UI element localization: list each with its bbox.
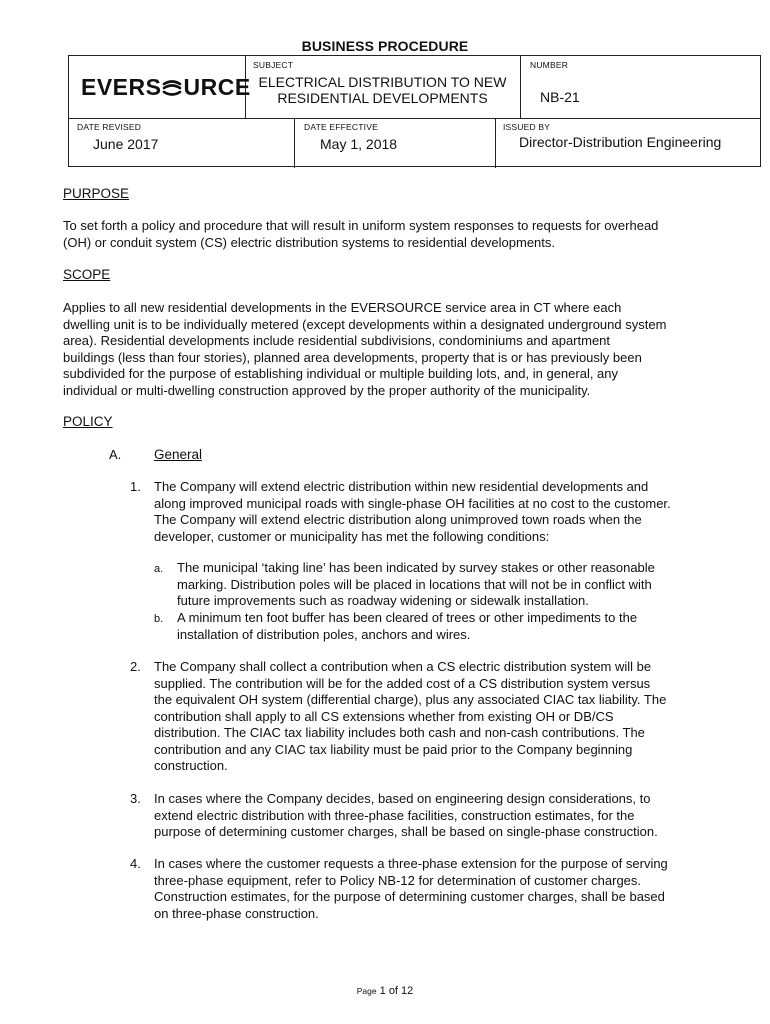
policy-heading: POLICY — [63, 414, 113, 429]
page-word: Page — [356, 986, 377, 996]
date-revised-label: DATE REVISED — [77, 122, 142, 132]
text-line: buildings (less than four stories), planned area developments, property that is or has previously been — [63, 349, 642, 365]
logo-text-left: EVERS — [81, 74, 162, 100]
text-line: extend electric distribution with three-phase facilities, construction estimates, for the — [154, 807, 635, 823]
document-title: BUSINESS PROCEDURE — [301, 38, 469, 54]
subject-value — [245, 74, 520, 106]
sub-item-letter: a. — [154, 563, 164, 575]
sub-item-a-text — [177, 560, 722, 610]
text-line: A minimum ten foot buffer has been cleared of trees or other impediments to the — [177, 610, 638, 625]
text-line: area). Residential developments include residential subdivisions, condominiums and apartment — [63, 333, 611, 348]
issued-by-value: Director-Distribution Engineering — [519, 134, 722, 150]
header-divider — [294, 118, 295, 168]
text-line: In cases where the customer requests a three-phase extension for the purpose of serving — [154, 856, 668, 871]
text-line: The Company will extend electric distribution along unimproved town roads when the — [154, 512, 642, 527]
logo-text-right: URCE — [183, 74, 251, 100]
text-line: (OH) or conduit system (CS) electric distribution systems to residential developments. — [63, 234, 556, 250]
subject-line: ELECTRICAL DISTRIBUTION TO NEW — [258, 74, 507, 90]
item-number: 1. — [130, 479, 141, 494]
text-line: three-phase equipment, refer to Policy NB-12 for determination of customer charges. — [154, 872, 642, 888]
page-footer — [0, 985, 770, 997]
item-number: 2. — [130, 659, 141, 674]
logo-o-icon — [162, 78, 182, 98]
text-line: contribution and any CIAC tax liability must be paid prior to the Company beginning — [154, 741, 633, 757]
scope-paragraph — [63, 300, 723, 399]
text-line: The Company will extend electric distribution within new residential developments and — [154, 479, 649, 494]
item-4-text — [154, 856, 724, 922]
section-letter: A. — [109, 447, 122, 462]
subject-line: RESIDENTIAL DEVELOPMENTS — [277, 90, 488, 106]
sub-item-letter: b. — [154, 613, 164, 625]
text-line: Applies to all new residential developments in the EVERSOURCE service area in CT where each — [63, 300, 622, 315]
date-revised-value: June 2017 — [93, 136, 159, 152]
item-1-text — [154, 479, 724, 545]
item-2-text — [154, 659, 724, 775]
text-line: developer, customer or municipality has met the following conditions: — [154, 528, 550, 544]
text-line: marking. Distribution poles will be placed in locations that will not be in conflict with — [177, 576, 652, 592]
text-line: individual or multi-dwelling construction approved by the proper authority of the municipality. — [63, 382, 591, 398]
text-line: future improvements such as roadway widening or sidewalk installation. — [177, 593, 589, 608]
text-line: supplied. The contribution will be for the added cost of a CS distribution system versus — [154, 675, 651, 691]
sub-item-b-text — [177, 610, 722, 643]
header-divider — [520, 56, 521, 118]
date-effective-label: DATE EFFECTIVE — [304, 122, 378, 132]
text-line: The Company shall collect a contribution when a CS electric distribution system will be — [154, 659, 652, 674]
date-effective-value: May 1, 2018 — [320, 136, 398, 152]
purpose-paragraph — [63, 218, 723, 251]
section-title: General — [154, 447, 203, 462]
eversource-logo — [81, 74, 251, 101]
item-number: 4. — [130, 856, 141, 871]
subject-label: SUBJECT — [253, 60, 294, 70]
text-line: subdivided for the purpose of establishing individual or multiple building lots, and, in general, any — [63, 366, 619, 381]
text-line: Construction estimates, for the purpose of determining customer charges, shall be based — [154, 889, 665, 904]
scope-heading: SCOPE — [63, 267, 111, 282]
page-number: 1 of 12 — [379, 985, 414, 997]
text-line: In cases where the Company decides, based on engineering design considerations, to — [154, 791, 651, 806]
text-line: purpose of determining customer charges, shall be based on single-phase construction. — [154, 824, 658, 839]
number-value: NB-21 — [540, 89, 580, 105]
text-line: contribution shall apply to all CS extensions whether from existing OH or DB/CS — [154, 708, 614, 724]
text-line: the equivalent OH system (differential charge), plus any associated CIAC tax liability. The — [154, 692, 667, 707]
text-line: along improved municipal roads with single-phase OH facilities at no cost to the customer. — [154, 495, 671, 511]
purpose-heading: PURPOSE — [63, 186, 130, 201]
text-line: on three-phase construction. — [154, 905, 319, 921]
item-number: 3. — [130, 791, 141, 806]
text-line: distribution. The CIAC tax liability includes both cash and non-cash contributions. The — [154, 725, 645, 740]
issued-by-label: ISSUED BY — [503, 122, 551, 132]
text-line: To set forth a policy and procedure that will result in uniform system responses to requests for overhead — [63, 218, 659, 233]
text-line: construction. — [154, 758, 228, 773]
header-table — [68, 55, 761, 167]
text-line: The municipal ‘taking line’ has been indicated by survey stakes or other reasonable — [177, 560, 655, 575]
text-line: dwelling unit is to be individually metered (except developments within a designated underground system — [63, 316, 667, 332]
header-divider — [495, 118, 496, 168]
item-3-text — [154, 791, 724, 841]
text-line: installation of distribution poles, anchors and wires. — [177, 626, 471, 642]
header-divider-horizontal — [69, 118, 760, 119]
number-label: NUMBER — [530, 60, 569, 70]
